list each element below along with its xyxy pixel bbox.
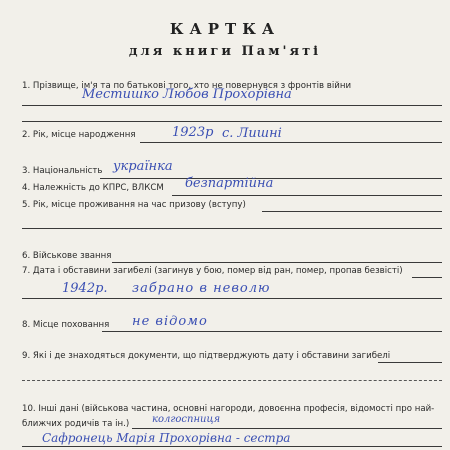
field-7-line xyxy=(412,277,442,278)
field-8-value: не відомо xyxy=(132,314,208,329)
field-6-line xyxy=(112,262,442,263)
field-7-line-2 xyxy=(22,298,442,299)
field-5-line xyxy=(262,211,442,212)
field-10-value-1: колгоспниця xyxy=(152,414,221,425)
field-10-line-2 xyxy=(22,446,442,447)
field-3-label: 3. Національність xyxy=(22,166,103,176)
card-subtitle: для книги Пам'яті xyxy=(128,44,322,59)
field-4-line xyxy=(172,195,442,196)
field-10-value-2: Сафронець Марія Прохорівна - сестра xyxy=(42,431,291,445)
field-5-label: 5. Рік, місце проживання на час призову (вступу) xyxy=(22,200,246,210)
field-10-label: 10. Інші дані (військова частина, основні нагороди, довоєнна професія, відомості про най- xyxy=(22,404,435,414)
field-1-line-2 xyxy=(22,121,442,122)
field-10-line xyxy=(132,428,442,429)
field-7-label: 7. Дата і обставини загибелі (загинув у бою, помер від ран, помер, пропав безвісті) xyxy=(22,266,403,276)
field-1-value: Местишко Любов Прохорівна xyxy=(82,87,292,102)
field-7-year: 1942р. xyxy=(62,281,108,296)
field-2-place: с. Лишні xyxy=(222,126,282,141)
field-4-value: безпартійна xyxy=(185,176,274,191)
field-9-line xyxy=(378,362,442,363)
field-9-line-2 xyxy=(22,380,442,381)
field-2-year: 1923р xyxy=(172,125,214,140)
field-1-label: 1. Прізвище, ім'я та по батькові того, хто не повернувся з фронтів війни xyxy=(22,81,352,91)
field-3-value: українка xyxy=(113,159,173,174)
field-1-line xyxy=(22,105,442,106)
field-2-line xyxy=(140,142,442,143)
field-9-label: 9. Які і де знаходяться документи, що підтверджують дату і обставини загибелі xyxy=(22,351,391,361)
field-5-line-2 xyxy=(22,228,442,229)
field-6-label: 6. Військове звання xyxy=(22,251,112,261)
field-7-value: забрано в неволю xyxy=(132,281,271,296)
card-title: КАРТКА xyxy=(169,20,281,38)
field-8-label: 8. Місце поховання xyxy=(22,320,110,330)
field-10-label-2: ближчих родичів та ін.) xyxy=(22,419,130,429)
field-2-label: 2. Рік, місце народження xyxy=(22,130,136,140)
field-8-line xyxy=(102,331,442,332)
field-4-label: 4. Належність до КПРС, ВЛКСМ xyxy=(22,183,164,193)
